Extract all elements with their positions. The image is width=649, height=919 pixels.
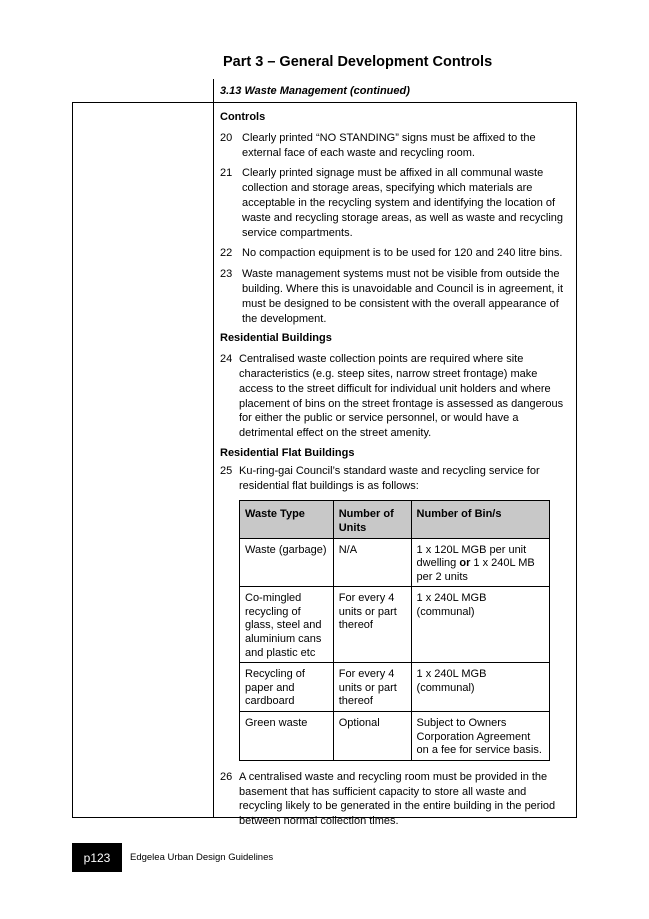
item-number: 25 <box>220 464 233 477</box>
page-title: Part 3 – General Development Controls <box>223 54 493 70</box>
main-content <box>220 110 572 829</box>
bins-text: 1 x 120L MGB per unit dwelling <box>416 543 527 570</box>
table-row <box>240 538 550 587</box>
table-cell: Optional <box>333 712 411 761</box>
column-header: Number of Units <box>333 501 411 538</box>
controls-heading: Controls <box>220 111 266 123</box>
table-header-row <box>240 501 550 538</box>
item-number: 21 <box>220 167 233 180</box>
table-cell: 1 x 240L MGB (communal) <box>411 663 549 712</box>
control-item-26 <box>220 770 572 829</box>
item-number: 24 <box>220 353 233 366</box>
table-cell: Co-mingled recycling of glass, steel and aluminium cans and plastic etc <box>240 587 334 663</box>
item-text: Clearly printed “NO STANDING” signs must be affixed to the external face of each waste and recycling room. <box>242 131 536 159</box>
item-text: Ku-ring-gai Council’s standard waste and recycling service for residential flat buildings is as follows: <box>239 464 540 492</box>
document-title: Edgelea Urban Design Guidelines <box>130 852 274 863</box>
column-header: Number of Bin/s <box>411 501 549 538</box>
table-cell: Subject to Owners Corporation Agreement on a fee for service basis. <box>411 712 549 761</box>
table-row <box>240 712 550 761</box>
residential-flat-buildings-heading: Residential Flat Buildings <box>220 446 355 459</box>
column-divider-top <box>213 79 214 103</box>
control-item-22 <box>220 246 572 261</box>
table-cell: Green waste <box>240 712 334 761</box>
table-cell: Waste (garbage) <box>240 538 334 587</box>
item-number: 26 <box>220 770 233 783</box>
control-item-20 <box>220 131 572 161</box>
table-cell: N/A <box>333 538 411 587</box>
table-cell: 1 x 240L MGB (communal) <box>411 587 549 663</box>
control-item-24 <box>220 352 572 441</box>
table-row <box>240 663 550 712</box>
section-subtitle: 3.13 Waste Management (continued) <box>220 85 410 97</box>
table-row <box>240 587 550 663</box>
control-item-21 <box>220 166 572 240</box>
control-item-23 <box>220 267 572 326</box>
table-cell <box>411 538 549 587</box>
item-number: 22 <box>220 247 233 260</box>
item-text: No compaction equipment is to be used for 120 and 240 litre bins. <box>242 247 563 260</box>
item-text: Waste management systems must not be visible from outside the building. Where this is unavoidable and Council is in agreement, it must be designed to be consistent with the overall appearance of the development. <box>242 268 564 325</box>
item-text: A centralised waste and recycling room must be provided in the basement that has sufficient capacity to store all waste and recycling likely to be generated in the entire building in the period between normal collection times. <box>239 770 556 828</box>
column-header: Waste Type <box>240 501 334 538</box>
table-cell: For every 4 units or part thereof <box>333 587 411 663</box>
item-text: Clearly printed signage must be affixed in all communal waste collection and storage areas, specifying which materials are acceptable in the recycling system and identifying the location of waste and recycling storage areas, as well as waste and recycling service compartments. <box>242 167 563 239</box>
bins-text: 1 x 240L MB per 2 units <box>416 557 535 583</box>
residential-buildings-heading: Residential Buildings <box>220 332 332 345</box>
column-divider <box>213 102 214 818</box>
control-item-25 <box>220 464 572 494</box>
bins-or-text: or <box>459 557 471 570</box>
item-number: 20 <box>220 131 233 144</box>
page-number: p123 <box>72 843 122 872</box>
table-cell: Recycling of paper and cardboard <box>240 663 334 712</box>
waste-service-table <box>239 500 550 761</box>
table-cell: For every 4 units or part thereof <box>333 663 411 712</box>
item-number: 23 <box>220 268 233 281</box>
item-text: Centralised waste collection points are required where site characteristics (e.g. steep sites, narrow street frontage) make access to the street difficult for individual unit holders and where placement of bins on the street frontage is assessed as dangerous for either the public or service personnel, or would have a detrimental effect on the street amenity. <box>239 353 564 440</box>
